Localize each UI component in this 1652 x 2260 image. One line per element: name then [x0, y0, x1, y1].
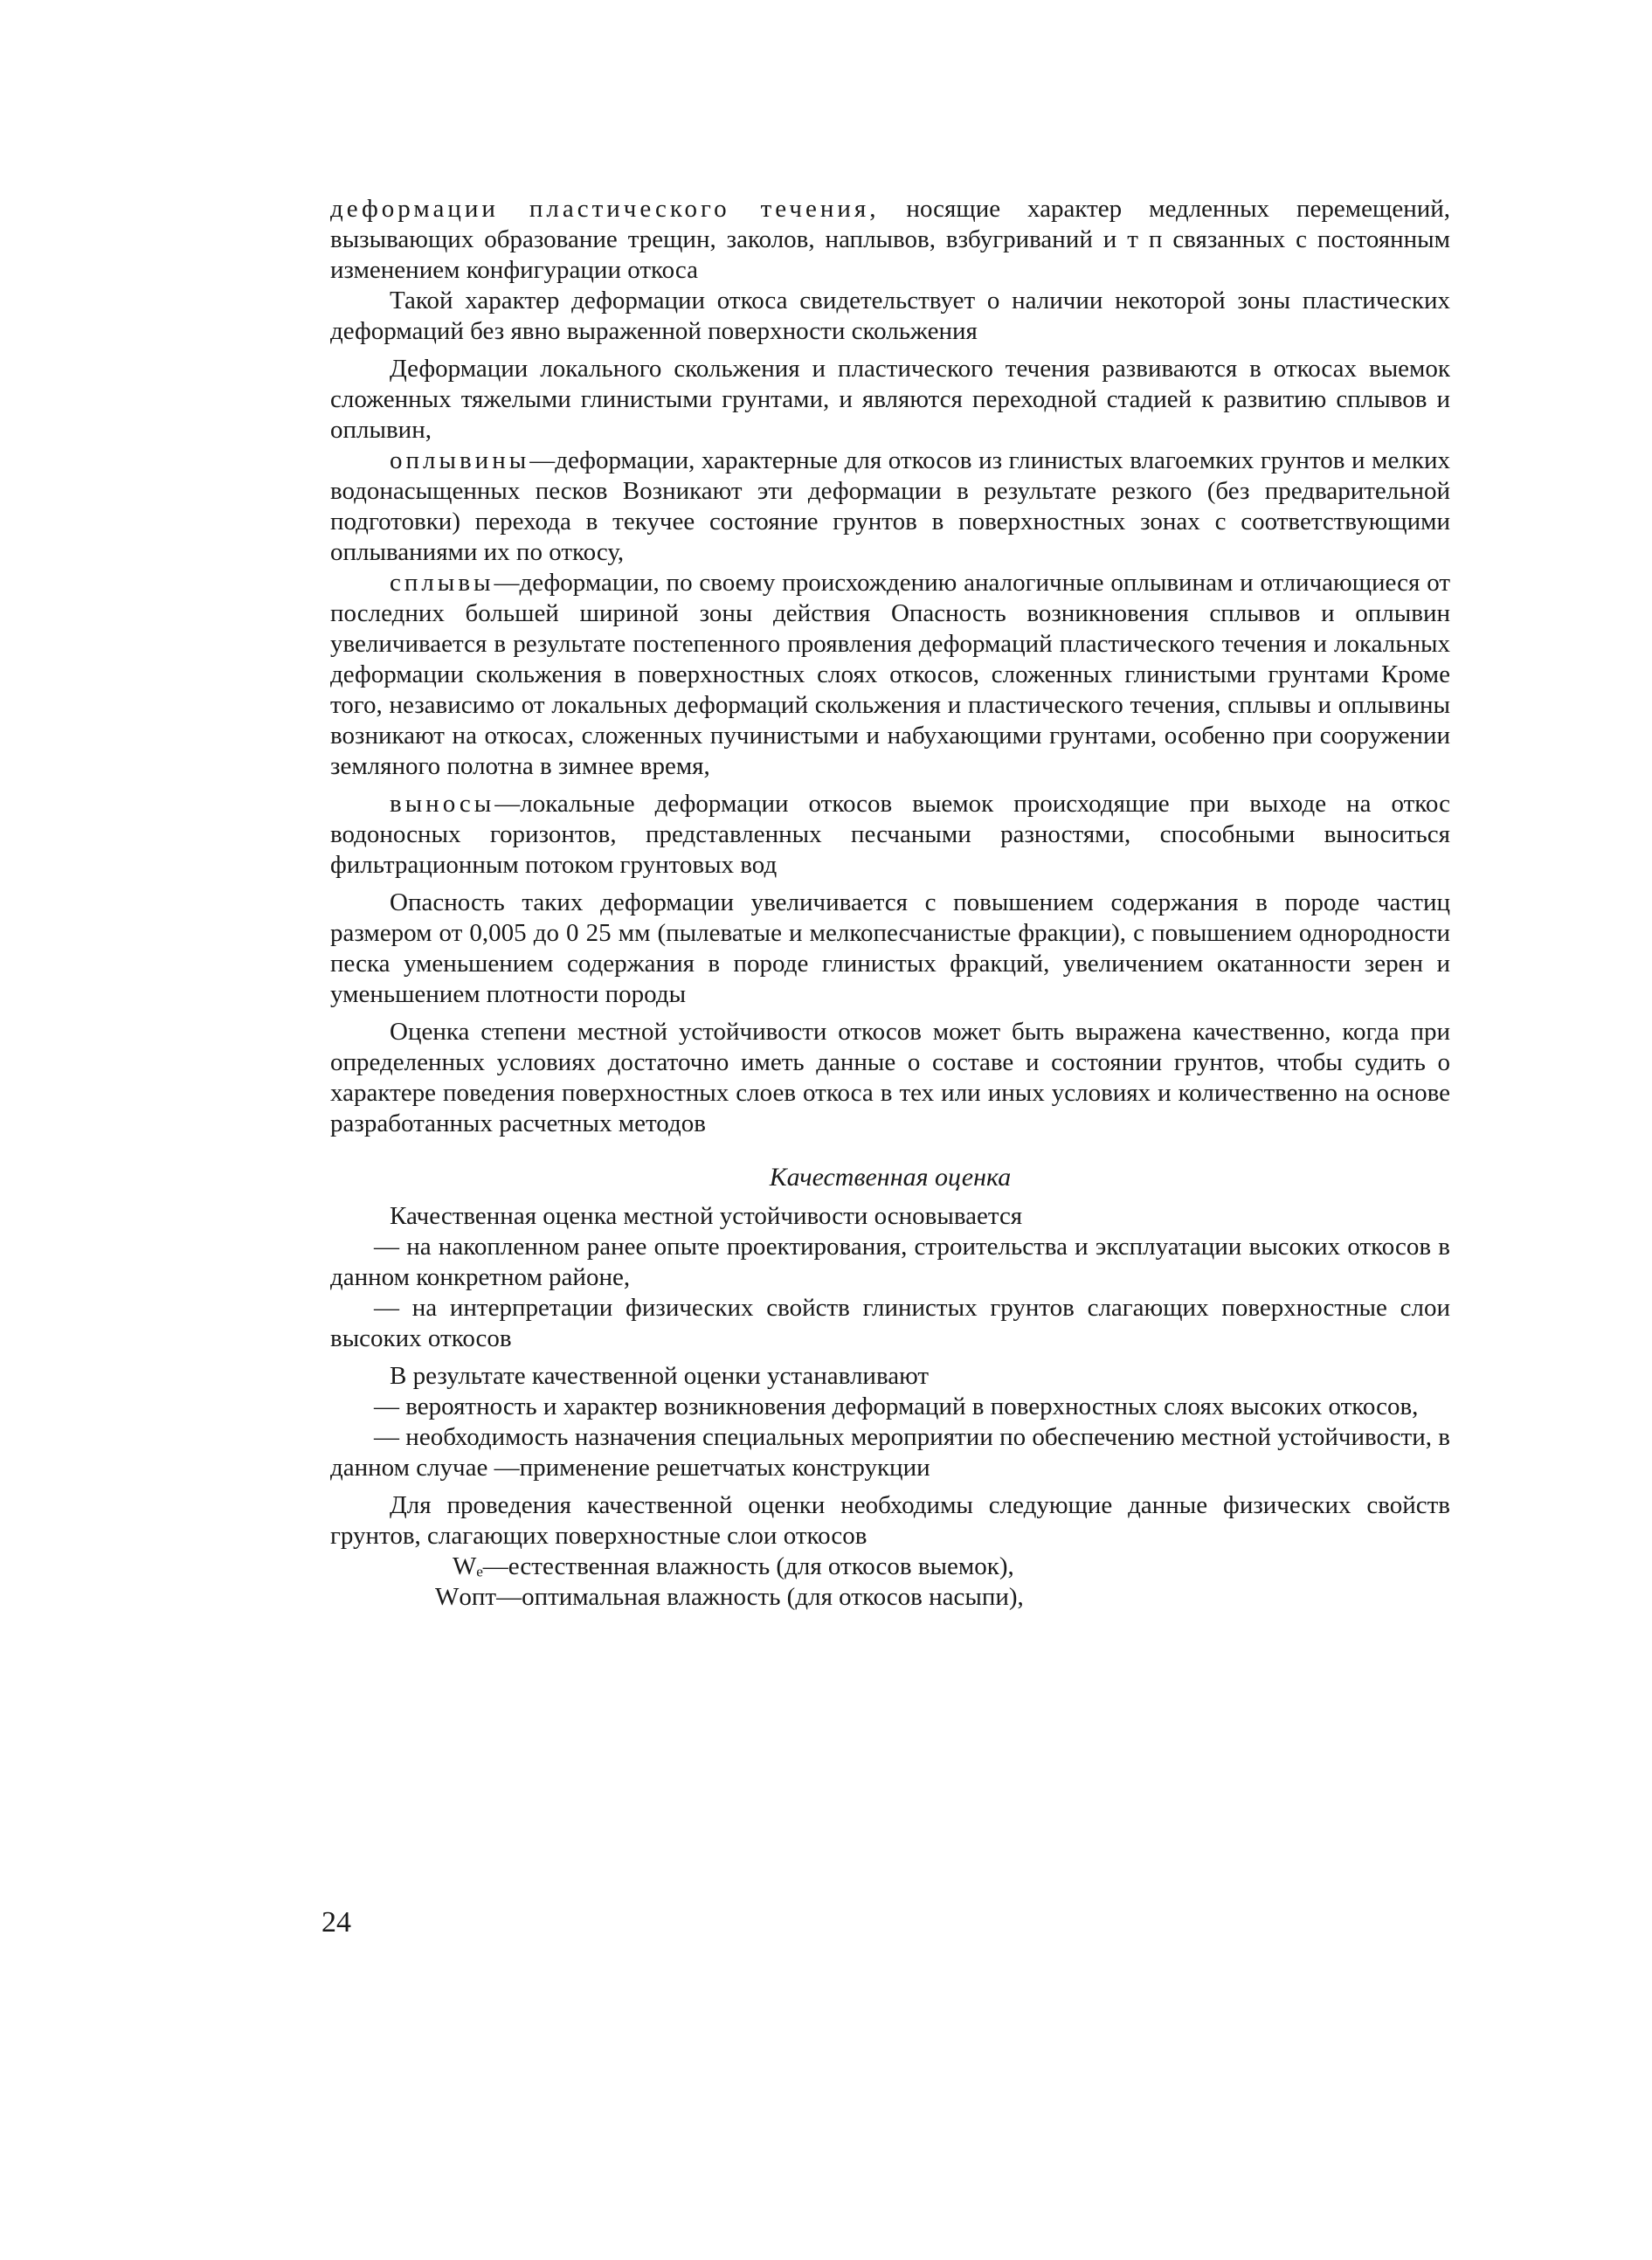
paragraph: В результате качественной оценки устанавливают [390, 1362, 930, 1390]
term: выносы [390, 790, 495, 818]
formula-line: Wопт—оптимальная влажность (для откосов насыпи), [435, 1583, 1024, 1611]
page-number: 24 [321, 1906, 351, 1939]
list-item: — на интерпретации физических свойств глинистых грунтов слагающих поверхностные слои высоких откосов [330, 1294, 1450, 1352]
list-item: — необходимость назначения специальных мероприятии по обеспечению местной устойчивости, в данном случае —применение решетчатых конструкции [330, 1423, 1450, 1482]
paragraph: Деформации локального скольжения и пластического течения развиваются в откосах выемок сложенных тяжелыми глинистыми грунтами, и являются переходной стадией к развитию сплывов и оплывин, [330, 355, 1450, 444]
paragraph: оплывины—деформации, характерные для откосов из глинистых влагоемких грунтов и мелких водонасыщенных песков Возникают эти деформации в результате резкого (без предварительной подготовки) перехода в текучее состояние грунтов в поверхностных зонах с соответствующими оплываниями их по откосу, [330, 446, 1450, 566]
paragraph: Такой характер деформации откоса свидетельствует о наличии некоторой зоны пластических деформаций без явно выраженной поверхности скольжения [330, 287, 1450, 345]
paragraph: Опасность таких деформации увеличивается с повышением содержания в породе частиц размером от 0,005 до 0 25 мм (пылеватые и мелкопесчанистые фракции), с повышением однородности песка уменьшением содержания в породе глинистых фракций, увеличением окатанности зерен и уменьшением плотности породы [330, 888, 1450, 1008]
paragraph: выносы—локальные деформации откосов выемок происходящие при выходе на откос водоносных горизонтов, представленных песчаными разностями, способными выноситься фильтрационным потоком грунтовых вод [330, 790, 1450, 879]
term: сплывы [390, 569, 494, 597]
paragraph: деформации пластического течения, носящие характер медленных перемещений, вызывающих образование трещин, заколов, наплывов, взбугриваний и т п связанных с постоянным изменением конфигурации откоса [330, 195, 1451, 284]
section-heading: Качественная оценка [769, 1163, 1012, 1192]
list-item: — вероятность и характер возникновения деформаций в поверхностных слоях высоких откосов, [374, 1393, 1419, 1420]
formula-line: Wₑ—естественная влажность (для откосов выемок), [453, 1552, 1014, 1580]
body-text [330, 194, 1450, 1613]
term: деформации пластического течения, [330, 195, 880, 223]
paragraph: Для проведения качественной оценки необходимы следующие данные физических свойств грунтов, слагающих поверхностные слои откосов [330, 1491, 1450, 1550]
paragraph: Качественная оценка местной устойчивости основывается [390, 1202, 1023, 1230]
term: оплывины [390, 446, 530, 474]
paragraph: сплывы—деформации, по своему происхождению аналогичные оплывинам и отличающиеся от последних большей шириной зоны действия Опасность возникновения сплывов и оплывин увеличивается в результате постепенного проявления деформаций пластического течения и локальных деформации скольжения в поверхностных слоях откосов, сложенных глинистыми грунтами Кроме того, независимо от локальных деформаций скольжения и пластического течения, сплывы и оплывины возникают на откосах, сложенных пучинистыми и набухающими грунтами, особенно при сооружении земляного полотна в зимнее время, [330, 569, 1450, 780]
list-item: — на накопленном ранее опыте проектирования, строительства и эксплуатации высоких откосов в данном конкретном районе, [330, 1233, 1450, 1291]
paragraph: Оценка степени местной устойчивости откосов может быть выражена качественно, когда при определенных условиях достаточно иметь данные о составе и состоянии грунтов, чтобы судить о характере поведения поверхностных слоев откоса в тех или иных условиях и количественно на основе разработанных расчетных методов [330, 1018, 1450, 1137]
